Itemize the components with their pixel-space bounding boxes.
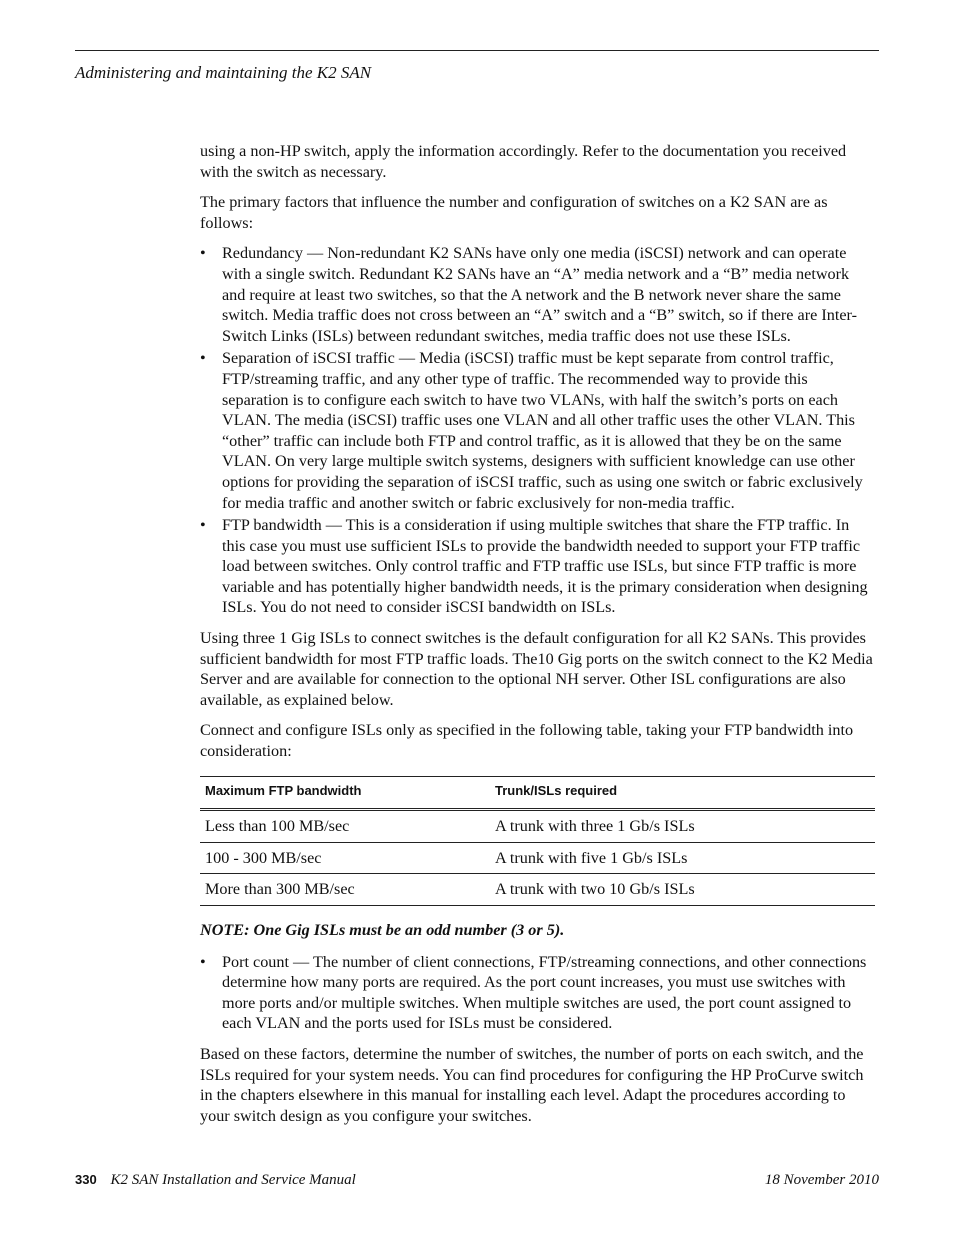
page-number: 330	[75, 1172, 97, 1187]
table-cell: A trunk with five 1 Gb/s ISLs	[490, 842, 875, 874]
list-item-port-count	[200, 952, 876, 1034]
list-item-text: FTP bandwidth — This is a consideration if using multiple switches that share the FTP traffic. In this case you must use sufficient ISLs to provide the bandwidth needed to support your FTP traffic load between switches. Only control traffic and FTP traffic use ISLs, but since FTP traffic is more variable and has potentially higher bandwidth needs, it is the primary consideration when designing ISLs. You do not need to consider iSCSI bandwidth on ISLs.	[222, 516, 868, 617]
paragraph-default-isl: Using three 1 Gig ISLs to connect switches is the default configuration for all K2 SANs. This provides sufficient bandwidth for most FTP traffic loads. The10 Gig ports on the switch connect to the K2 Media Server and are available for connection to the optional NH server. Other ISL configurations are also available, as explained below.	[200, 629, 873, 709]
table-cell: More than 300 MB/sec	[200, 874, 490, 906]
table-row	[200, 842, 875, 874]
isl-table	[200, 776, 875, 906]
list-item-ftp-bandwidth	[200, 515, 876, 618]
table-row	[200, 810, 875, 843]
table-header-row	[200, 776, 875, 810]
factors-list	[200, 243, 876, 618]
paragraph-intro: using a non-HP switch, apply the information accordingly. Refer to the documentation you received with the switch as necessary.	[200, 142, 847, 181]
bullet-marker: •	[200, 349, 206, 368]
running-header: Administering and maintaining the K2 SAN	[75, 63, 372, 82]
list-item-text: Redundancy — Non-redundant K2 SANs have only one media (iSCSI) network and can operate with a single switch. Redundant K2 SANs have an “A” media network and a “B” media network and require at least two switches, so that the A network and the B network never share the same switch. Media traffic does not cross between an “A” switch and a “B” switch, so if there are Inter-Switch Links (ISLs) between redundant switches, media traffic does not use these ISLs.	[222, 244, 857, 345]
list-item-redundancy	[200, 243, 876, 346]
list-item-text: Port count — The number of client connections, FTP/streaming connections, and other connections determine how many ports are required. As the port count increases, you must use switches with more ports and/or multiple switches. When multiple switches are used, the port count assigned to each VLAN and the ports used for ISLs must be considered.	[222, 952, 867, 1033]
bullet-marker: •	[200, 244, 206, 263]
paragraph-conclusion: Based on these factors, determine the number of switches, the number of ports on each switch, and the ISLs required for your system needs. You can find procedures for configuring the HP ProCurve switch in the chapters elsewhere in this manual for installing each level. Adapt the procedures according to your switch design as you configure your switches.	[200, 1044, 864, 1125]
table-row	[200, 874, 875, 906]
list-item-text: Separation of iSCSI traffic — Media (iSCSI) traffic must be kept separate from control traffic, FTP/streaming traffic, and any other type of traffic. The recommended way to provide this separation is to configure each switch to have two VLANs, with half the switch’s ports on each VLAN. The media (iSCSI) traffic uses one VLAN and all other traffic uses the other VLAN. This “other” traffic can include both FTP and control traffic, as it is allowed that they be on the same VLAN. On very large multiple switch systems, designers with sufficient knowledge can use other options for providing the separation of iSCSI traffic, such as using one switch or fabric exclusively for media traffic and another switch or fabric exclusively for non-media traffic.	[222, 349, 863, 512]
column-header-bandwidth: Maximum FTP bandwidth	[200, 776, 490, 810]
port-count-list	[200, 952, 876, 1034]
table-cell: 100 - 300 MB/sec	[200, 842, 490, 874]
column-header-trunk: Trunk/ISLs required	[490, 776, 875, 810]
paragraph-table-intro: Connect and configure ISLs only as specified in the following table, taking your FTP bandwidth into consideration:	[200, 721, 854, 761]
list-item-separation	[200, 348, 876, 513]
header-rule	[75, 50, 879, 51]
note: NOTE: One Gig ISLs must be an odd number (3 or 5).	[200, 921, 565, 939]
table-cell: Less than 100 MB/sec	[200, 810, 490, 843]
bullet-marker: •	[200, 516, 206, 535]
page-footer	[75, 1172, 879, 1189]
main-content	[200, 141, 876, 1136]
paragraph-factors: The primary factors that influence the number and configuration of switches on a K2 SAN are as follows:	[200, 193, 828, 232]
manual-title: K2 SAN Installation and Service Manual	[110, 1172, 356, 1188]
table-cell: A trunk with two 10 Gb/s ISLs	[490, 874, 875, 906]
publication-date: 18 November 2010	[764, 1172, 879, 1188]
table-cell: A trunk with three 1 Gb/s ISLs	[490, 810, 875, 843]
bullet-marker: •	[200, 952, 206, 971]
